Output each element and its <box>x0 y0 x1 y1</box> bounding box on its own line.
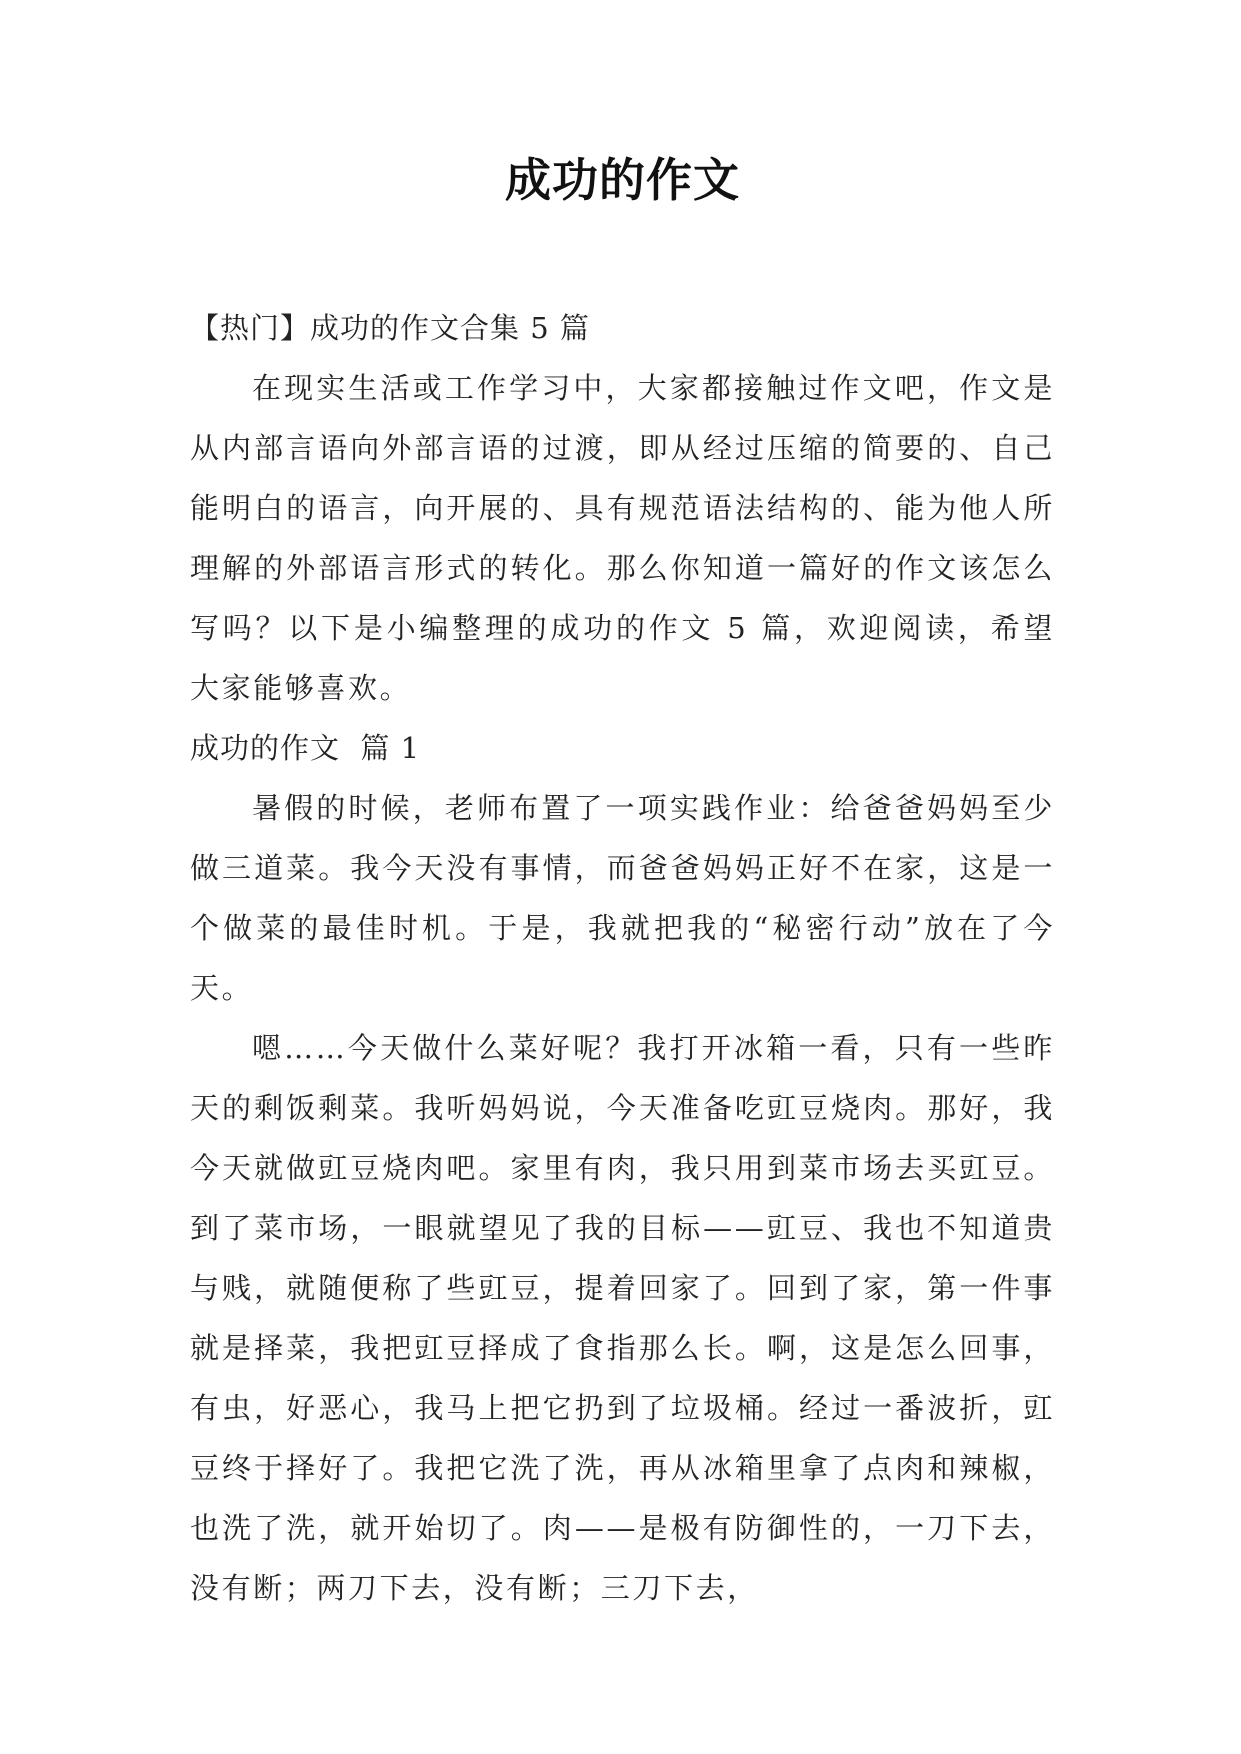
intro-heading: 【热门】成功的作文合集 5 篇 <box>190 311 590 345</box>
document-title: 成功的作文 <box>505 153 740 207</box>
section-title: 成功的作文 篇 1 <box>190 731 421 765</box>
intro-paragraph: 在现实生活或工作学习中，大家都接触过作文吧，作文是从内部言语向外部言语的过渡，即从经过压缩的简要的、自己能明白的语言，向开展的、具有规范语法结构的、能为他人所理解的外部语言形式的转化。那么你知道一篇好的作文该怎么写吗？以下是小编整理的成功的作文 5 篇，欢迎阅读，希望大家能够喜欢。 <box>190 371 1055 705</box>
body-paragraph: 暑假的时候，老师布置了一项实践作业：给爸爸妈妈至少做三道菜。我今天没有事情，而爸爸妈妈正好不在家，这是一个做菜的最佳时机。于是，我就把我的“秘密行动”放在了今天。 <box>190 791 1055 1005</box>
body-paragraph: 嗯……今天做什么菜好呢？我打开冰箱一看，只有一些昨天的剩饭剩菜。我听妈妈说，今天准备吃豇豆烧肉。那好，我今天就做豇豆烧肉吧。家里有肉，我只用到菜市场去买豇豆。到了菜市场，一眼就望见了我的目标——豇豆、我也不知道贵与贱，就随便称了些豇豆，提着回家了。回到了家，第一件事就是择菜，我把豇豆择成了食指那么长。啊，这是怎么回事，有虫，好恶心，我马上把它扔到了垃圾桶。经过一番波折，豇豆终于择好了。我把它洗了洗，再从冰箱里拿了点肉和辣椒，也洗了洗，就开始切了。肉——是极有防御性的，一刀下去，没有断；两刀下去，没有断；三刀下去， <box>190 1031 1055 1605</box>
